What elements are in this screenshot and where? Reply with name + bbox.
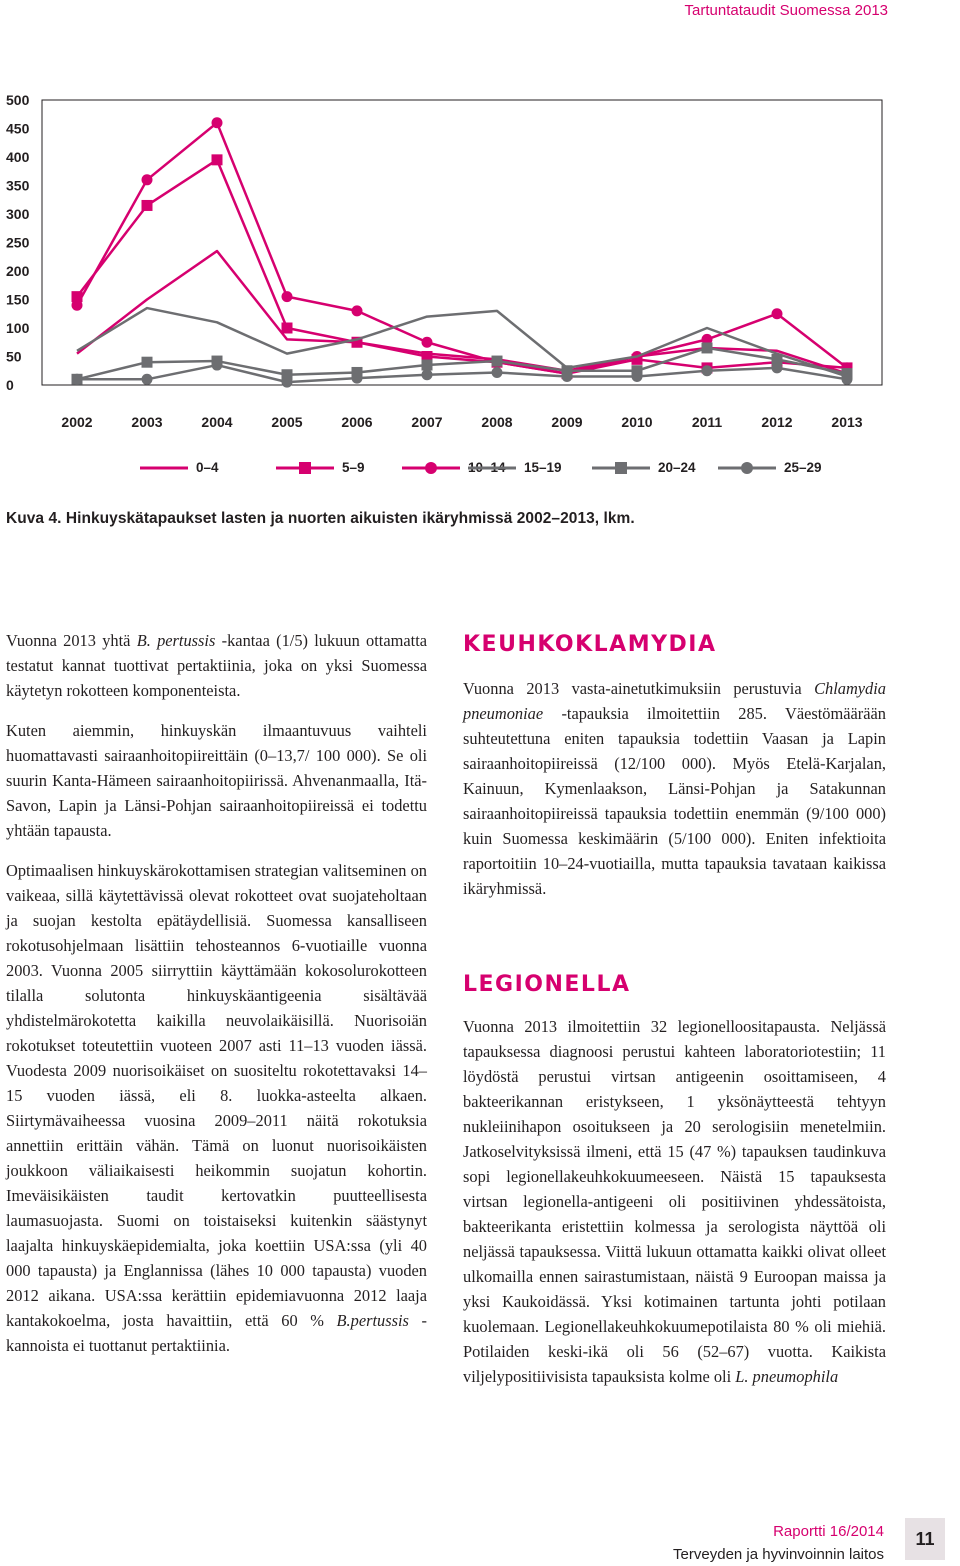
legend-item-25-29 [718,460,822,475]
italic-term: B.pertussis [336,1311,409,1330]
legend-label: 10–14 [468,460,506,475]
data-point-square [702,342,713,353]
y-tick-label: 50 [6,348,22,365]
legend-label: 5–9 [342,460,365,475]
line-chart [0,80,900,500]
data-point-square [142,200,153,211]
data-point-circle [142,374,153,385]
data-point-circle [842,374,853,385]
legend-item-0-4 [140,460,219,475]
italic-term: Chlamydia pneumoniae [463,679,886,723]
section-heading-keuhkoklamydia: KEUHKOKLAMYDIA [463,632,717,657]
y-tick-label: 500 [6,92,30,108]
figure-caption: Kuva 4. Hinkuyskätapaukset lasten ja nuorten aikuisten ikäryhmissä 2002–2013, lkm. [6,510,635,527]
y-tick-label: 400 [6,149,30,165]
data-point-circle [562,371,573,382]
x-tick-label: 2012 [761,414,793,430]
y-tick-label: 0 [6,377,14,393]
data-point-square [212,154,223,165]
section-heading-legionella: LEGIONELLA [463,972,631,997]
data-point-circle [212,360,223,371]
x-tick-label: 2008 [481,414,513,430]
data-point-circle [352,305,363,316]
data-point-circle [282,377,293,388]
x-tick-label: 2002 [61,414,93,430]
x-tick-label: 2010 [621,414,653,430]
legend-circle-marker [718,462,776,474]
plot-frame [42,100,882,385]
x-tick-label: 2004 [201,414,233,430]
data-point-circle [422,369,433,380]
paragraph: Kuten aiemmin, hinkuyskän ilmaantuvuus vaihteli huomattavasti sairaanhoitopiireittäin (0–13,7/ 100 000). Se oli suurin Kanta-Hämeen sairaanhoitopiirissä. Ahvenanmaalla, Itä-Savon, Lapin ja Länsi-Pohjan sairaanhoitopiireissä ei todettu yhtään tapausta. [6,721,427,840]
paragraph [463,1014,886,1389]
publisher: Terveyden ja hyvinvoinnin laitos [673,1546,884,1563]
legend-item-15-19 [468,460,562,475]
data-point-circle [72,300,83,311]
chart-legend [140,460,900,484]
legend-label: 15–19 [524,460,562,475]
text-run: Optimaalisen hinkuyskärokottamisen strategian valitseminen on vaikeaa, sillä käytettävissä olevat rokotteet ovat suojateholtaan ja suojan kestolta epätäydellisiä. Suomessa kansalliseen rokotusohjelmaan lisättiin tehosteannos 6-vuotiaille vuonna 2003. Vuonna 2005 siirryttiin käyttämään kokosolurokotteen tilalla solutonta hinkuyskäantigeenia sisältävää yhdistelmärokotetta kaikilla neuvolaikäisillä. Nuorisoiän rokotukset toteutettiin vuoteen 2007 asti 11–13 vuoden iässä. Vuodesta 2009 nuorisoikäiset on suositeltu rokotettavaksi 14–15 vuoden iässä, eli 8. luokka-asteelta alkaen. Siirtymävaiheessa vuosina 2009–2011 näitä rokotuksia annettiin erittäin vähän. Tämä on luonut nuorisoikäisten joukkoon väliaikaisesti heikommin suojatun kohortin. Imeväisikäisten taudit kertovatkin puutteellisesta laumasuojasta. Suomi on toistaiseksi kuitenkin säästynyt laajalta hinkuyskäepidemialta, joka koettiin USA:ssa (yli 40 000 tapausta) ja Englannissa (lähes 10 000 tapausta) vuoden 2012 aikana. USA:ssa kerättiin epidemiavuonna 2012 laaja kantakokoelma, josta havaittiin, että 60 % [6,861,427,1330]
left-column [6,628,427,1373]
x-tick-label: 2011 [691,414,723,430]
legend-square-marker [276,462,334,474]
italic-term: B. pertussis [136,631,216,650]
italic-term: L. pneumophila [735,1367,839,1386]
text-run: Vuonna 2013 vasta-ainetutkimuksiin perustuvia [463,679,815,698]
paragraph [6,858,427,1358]
text-run: Vuonna 2013 yhtä [6,631,137,650]
legend-label: 20–24 [658,460,696,475]
footer-report [673,1520,884,1566]
x-tick-label: 2003 [131,414,163,430]
legend-line-15-19 [468,462,516,474]
x-tick-label: 2005 [271,414,303,430]
data-point-circle [772,308,783,319]
data-point-circle [492,367,503,378]
data-point-square [492,356,503,367]
data-point-circle [72,374,83,385]
text-run: -kantaa (1/5) lukuun ottamatta testatut kannat tuottivat pertaktiinia, joka on yksi Suomessa käytetyn rokotteen komponenteista. [6,631,428,700]
data-point-circle [212,117,223,128]
data-point-circle [632,371,643,382]
series-line-0 [77,251,847,374]
legend-line-0-4 [140,462,188,474]
data-point-circle [352,373,363,384]
data-point-square [422,360,433,371]
x-tick-label: 2009 [551,414,583,430]
text-run: -kannoista ei tuottanut pertaktiinia. [6,1311,427,1355]
legend-item-20-24 [592,460,696,475]
paragraph [463,676,886,901]
paragraph [6,628,427,703]
legend-circle-marker [402,462,460,474]
y-tick-label: 250 [6,234,30,251]
running-title: Tartuntataudit Suomessa 2013 [684,2,888,19]
data-point-square [142,357,153,368]
legend-label: 0–4 [196,460,219,475]
x-tick-label: 2013 [831,414,863,430]
legend-square-marker [592,462,650,474]
y-tick-label: 100 [6,320,30,336]
x-tick-label: 2007 [411,414,443,430]
y-tick-label: 350 [6,177,30,194]
data-point-circle [282,291,293,302]
legend-label: 25–29 [784,460,822,475]
y-tick-label: 300 [6,206,30,222]
text-run: -tapauksia ilmoitettiin 285. Väestömäärään suhteutettuna eniten tapauksia todettiin Vaasan ja Lapin sairaanhoitopiireissä (12/100 000). Myös Etelä-Karjalan, Kainuun, Kymenlaakson, Länsi-Pohjan ja Satakunnan sairaanhoitopiireissä tapauksia todettiin enemmän (9/100 000) kuin Suomessa keskimäärin (5/100 000). Eniten infektioita raportoitiin 10–24-vuotiailla, mutta tapauksia tavataan kaikissa ikäryhmissä. [463,704,886,898]
y-tick-label: 150 [6,291,30,308]
data-point-square [282,323,293,334]
x-tick-label: 2006 [341,414,373,430]
data-point-circle [702,365,713,376]
text-run: Vuonna 2013 ilmoitettiin 32 legionelloositapausta. Neljässä tapauksessa diagnoosi perustui kahteen laboratoriotestiin; 11 löydöstä perustui virtsan antigeenin osoittamiseen, 4 bakteerikannan eristykseen, 1 yksönäytteestä tehtyyn nukleiinihapon osoitukseen ja 20 serologisiin menetelmiin. Jatkoselvityksissä ilmeni, että 15 (47 %) tapauksen taudinkuva sopi legionellakeuhkokuumeeseen. Näistä 15 tapauksesta virtsan legionella-antigeeni oli positiivinen yhdessätoista, bakteerikanta eristettiin kolmessa ja serologista näyttöä oli neljässä tapauksessa. Viittä lukuun ottamatta kaikki olivat olleet ulkomailla ennen sairastumistaan, näistä 9 Euroopan maissa ja yksi Kaukoidässä. Yksi kotimainen tartunta johti potilaan kuolemaan. Legionellakeuhkokuumepotilaista 80 % oli miehiä. Potilaiden keski-ikä oli 56 (52–67) vuotta. Kaikista viljelypositiivisista tapauksista kolme oli [463,1017,886,1386]
legend-item-5-9 [276,460,365,475]
y-tick-label: 450 [6,120,30,137]
report-number: Raportti 16/2014 [773,1523,884,1540]
data-point-circle [422,337,433,348]
right-column [463,676,886,916]
data-point-circle [142,174,153,185]
data-point-circle [772,362,783,373]
right-column-legionella [463,1014,886,1404]
y-tick-label: 200 [6,263,30,279]
page-number: 11 [905,1518,945,1560]
series-line-5 [77,365,847,382]
